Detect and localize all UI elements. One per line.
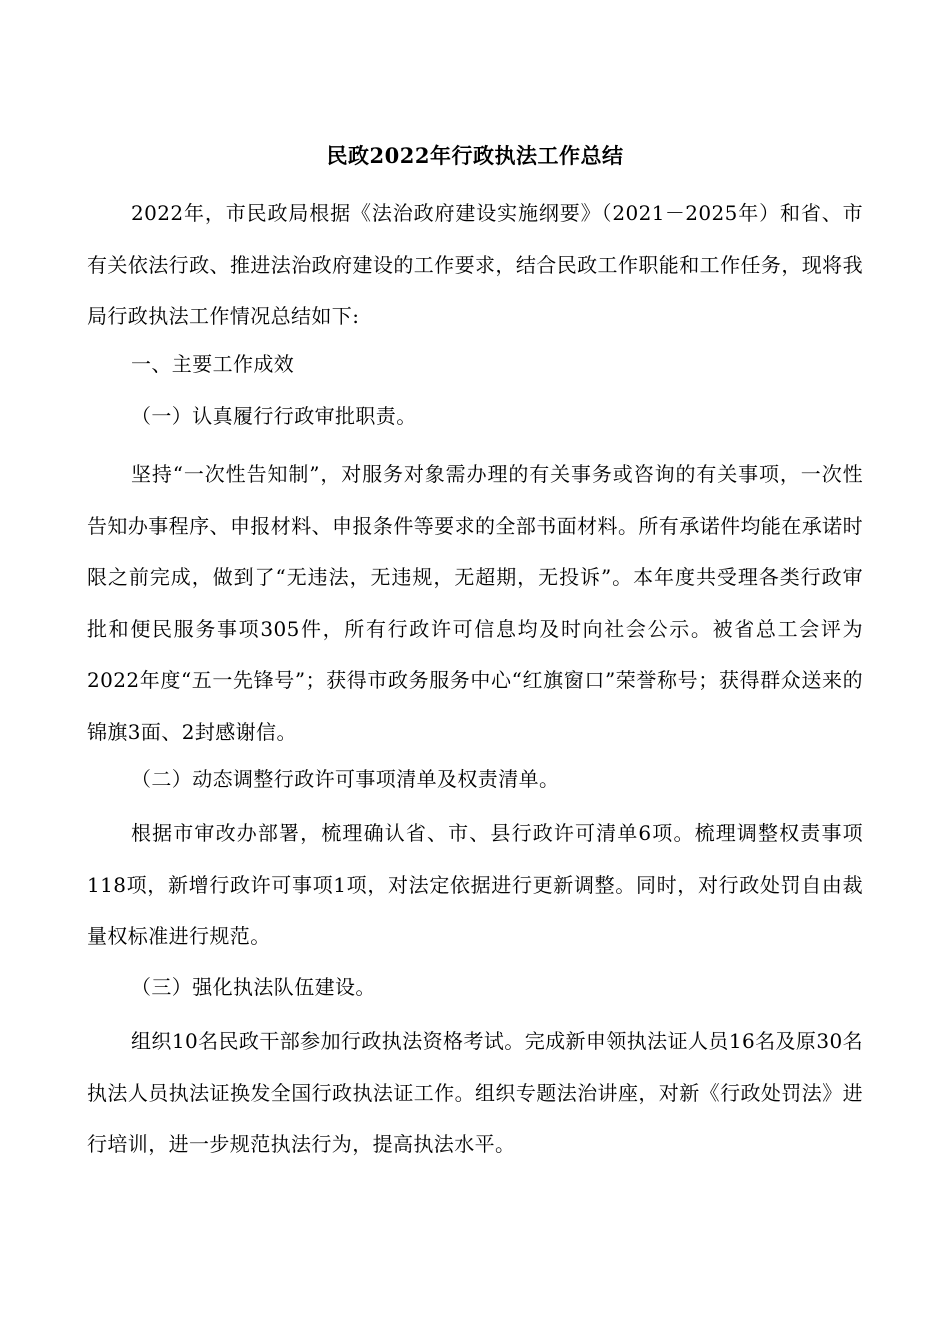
subsection-heading-team-building: （三）强化执法队伍建设。 (131, 975, 376, 999)
document-title: 民政2022年行政执法工作总结 (326, 143, 624, 168)
approval-paragraph: 坚持“一次性告知制”，对服务对象需办理的有关事务或咨询的有关事项，一次性告知办事程序、申报材料、申报条件等要求的全部书面材料。所有承诺件均能在承诺时限之前完成，做到了“无违法，无违规，无超期，无投诉”。本年度共受理各类行政审批和便民服务事项305件，所有行政许可信息均及时向社会公示。被省总工会评为2022年度“五一先锋号”；获得市政务服务中心“红旗窗口”荣誉称号；获得群众送来的锦旗3面、2封感谢信。 (87, 462, 863, 744)
section-heading-main-results: 一、主要工作成效 (131, 352, 295, 376)
team-building-paragraph: 组织10名民政干部参加行政执法资格考试。完成新申领执法证人员16名及原30名执法人员执法证换发全国行政执法证工作。组织专题法治讲座，对新《行政处罚法》进行培训，进一步规范执法行为，提高执法水平。 (87, 1029, 863, 1156)
intro-paragraph: 2022年，市民政局根据《法治政府建设实施纲要》（2021－2025年）和省、市有关依法行政、推进法治政府建设的工作要求，结合民政工作职能和工作任务，现将我局行政执法工作情况总结如下: (87, 201, 863, 328)
subsection-heading-licensing-list: （二）动态调整行政许可事项清单及权责清单。 (131, 767, 560, 791)
licensing-list-paragraph: 根据市审改办部署，梳理确认省、市、县行政许可清单6项。梳理调整权责事项118项，新增行政许可事项1项，对法定依据进行更新调整。同时，对行政处罚自由裁量权标准进行规范。 (87, 821, 863, 948)
subsection-heading-approval: （一）认真履行行政审批职责。 (131, 404, 417, 428)
